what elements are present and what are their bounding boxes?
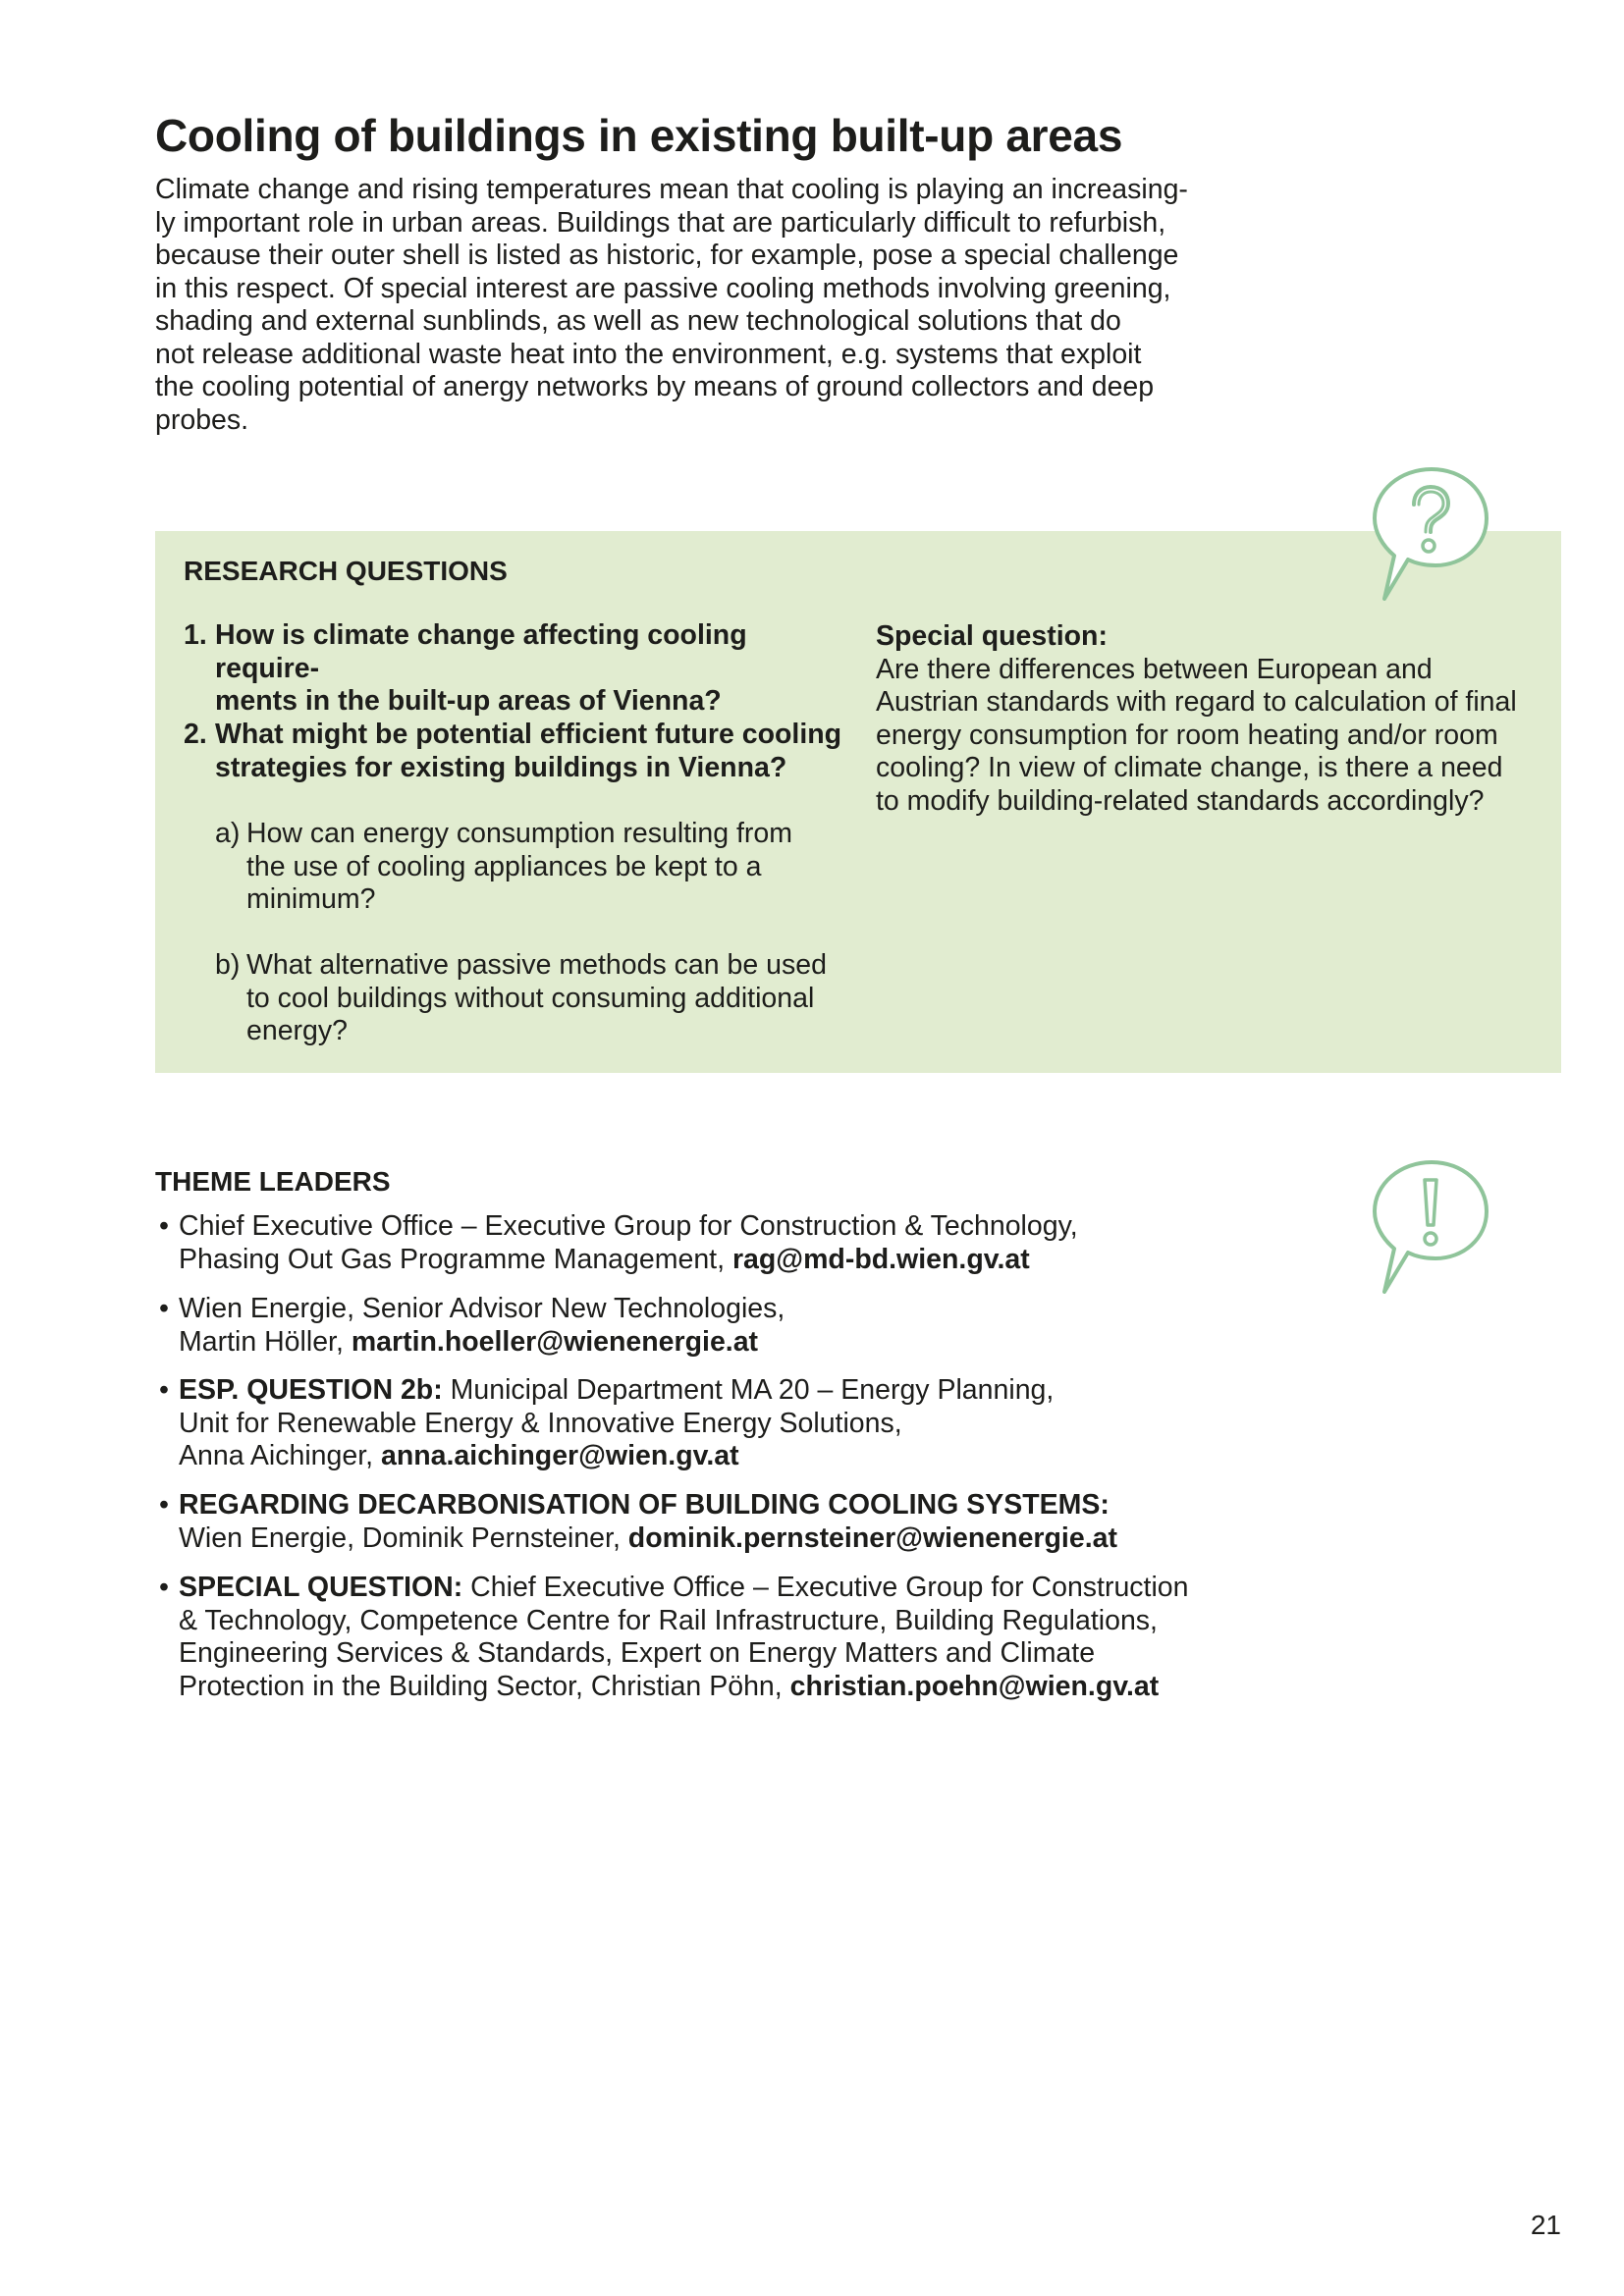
question-number: b) [215,949,241,981]
question-line: energy? [246,1015,348,1046]
question-number: 2. [184,719,207,750]
question-number: a) [215,818,241,849]
special-question-line: Are there differences between European and [876,653,1433,685]
bullet: • [159,1374,169,1406]
leader-line: Martin Höller, [179,1325,352,1358]
question-line: How is climate change affecting cooling require- [215,619,747,684]
question-line: What alternative passive methods can be used [246,949,827,981]
page-title: Cooling of buildings in existing built-up areas [155,110,1123,161]
leader-label: REGARDING DECARBONISATION OF BUILDING COOLING SYSTEMS: [179,1489,1110,1521]
email-link[interactable]: dominik.pernsteiner@wienenergie.at [627,1522,1117,1554]
leader-line: Municipal Department MA 20 – Energy Planning, [442,1374,1055,1406]
page-number: 21 [1530,2210,1561,2240]
leader-line: Engineering Services & Standards, Expert on Energy Matters and Climate [179,1637,1096,1669]
leader-label: ESP. QUESTION 2b: [179,1374,443,1406]
bullet: • [159,1489,169,1521]
intro-line: not release additional waste heat into the environment, e.g. systems that exploit [155,338,1142,370]
email-link[interactable]: martin.hoeller@wienenergie.at [351,1325,759,1358]
question-line: strategies for existing buildings in Vienna? [215,751,787,783]
research-questions-heading: RESEARCH QUESTIONS [184,556,508,586]
leader-line: Protection in the Building Sector, Christian Pöhn, [179,1670,790,1702]
leader-line: & Technology, Competence Centre for Rail Infrastructure, Building Regulations, [179,1604,1158,1636]
special-question-line: energy consumption for room heating and/or room [876,719,1498,751]
special-question-line: to modify building-related standards accordingly? [876,784,1485,817]
intro-paragraph [155,174,1216,437]
question-line: What might be potential efficient future cooling [215,719,842,750]
email-link[interactable]: rag@md-bd.wien.gv.at [731,1243,1030,1275]
intro-line: the cooling potential of anergy networks by means of ground collectors and deep [155,371,1155,402]
leader-line: Chief Executive Office – Executive Group for Construction & Technology, [179,1210,1078,1242]
leader-line: Anna Aichinger, [179,1440,381,1471]
question-line: to cool buildings without consuming additional [246,982,815,1014]
intro-line: in this respect. Of special interest are passive cooling methods involving greening, [155,272,1171,304]
intro-line: Climate change and rising temperatures mean that cooling is playing an increasing- [155,174,1188,205]
leader-line: Wien Energie, Senior Advisor New Technologies, [179,1293,785,1324]
question-line: the use of cooling appliances be kept to a [246,850,762,882]
theme-leaders-heading: THEME LEADERS [155,1166,391,1197]
special-question-heading: Special question: [876,620,1108,652]
leader-line: Phasing Out Gas Programme Management, [179,1243,732,1275]
leader-line: Chief Executive Office – Executive Group for Construction [462,1572,1189,1603]
exclamation-bubble-icon [1365,1154,1496,1294]
intro-line: shading and external sunblinds, as well as new technological solutions that do [155,305,1121,337]
bullet: • [159,1572,169,1603]
bullet: • [159,1210,169,1242]
leader-line: Wien Energie, Dominik Pernsteiner, [179,1522,628,1554]
intro-line: because their outer shell is listed as historic, for example, pose a special challenge [155,240,1179,271]
intro-line: ly important role in urban areas. Buildings that are particularly difficult to refurbish, [155,206,1166,239]
special-question-line: Austrian standards with regard to calculation of final [876,686,1517,718]
question-line: How can energy consumption resulting from [246,818,793,849]
email-link[interactable]: anna.aichinger@wien.gv.at [381,1440,739,1471]
intro-line: probes. [155,403,249,436]
email-link[interactable]: christian.poehn@wien.gv.at [789,1670,1160,1702]
special-question [876,620,1543,818]
special-question-line: cooling? In view of climate change, is there a need [876,752,1503,783]
question-line: ments in the built-up areas of Vienna? [215,685,722,717]
bullet: • [159,1293,169,1324]
question-bubble-icon [1365,461,1496,601]
leader-label: SPECIAL QUESTION: [179,1572,463,1603]
leader-line: Unit for Renewable Energy & Innovative Energy Solutions, [179,1407,902,1439]
question-line: minimum? [246,883,376,915]
question-number: 1. [184,619,207,651]
